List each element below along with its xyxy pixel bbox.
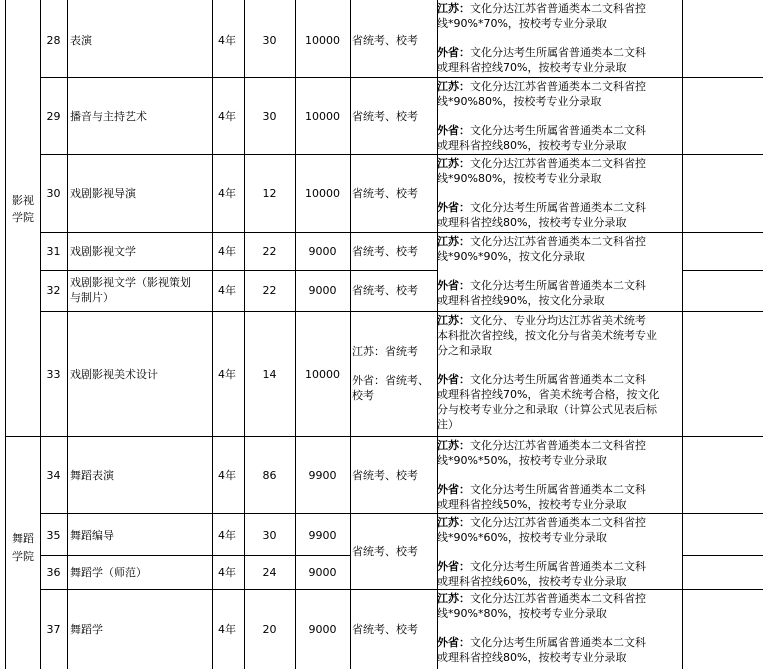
note-label: 外省： (437, 279, 470, 292)
note-line: 线*90%80%，按校考专业分录取 (437, 95, 602, 108)
row-number: 37 (46, 623, 61, 636)
note-label: 江苏： (437, 2, 470, 15)
tuition: 10000 (305, 187, 340, 200)
college-name-line: 影视 (12, 194, 34, 207)
major-name: 舞蹈表演 (70, 469, 114, 482)
grid-line (682, 0, 683, 669)
grid-line (40, 232, 763, 233)
admission-note (437, 234, 682, 308)
note-line: 注） (437, 418, 459, 431)
note-line: 线*90%80%，按校考专业分录取 (437, 172, 602, 185)
plan-count: 30 (262, 529, 277, 542)
major-name-line: 与制片） (70, 291, 114, 304)
exam-type: 省统考、校考 (352, 545, 418, 558)
note-label: 外省： (437, 483, 470, 496)
grid-line (682, 270, 763, 271)
note-line: 文化分达江苏省普通类本二文科省控 (470, 516, 646, 529)
note-line: 文化分达江苏省普通类本二文科省控 (470, 235, 646, 248)
row-number: 30 (46, 187, 61, 200)
note-line: 或理科省控线80%，按校考专业分录取 (437, 216, 627, 229)
admission-note (437, 156, 682, 230)
note-line: 文化分达考生所属省普通类本二文科 (470, 636, 646, 649)
major-name: 戏剧影视文学 (70, 245, 136, 258)
admission-note (437, 515, 682, 589)
note-label: 江苏： (437, 439, 470, 452)
college-name-line: 舞蹈 (12, 532, 34, 545)
exam-type: 省统考、校考 (352, 284, 418, 297)
college-name (6, 530, 40, 566)
major-name: 戏剧影视导演 (70, 187, 136, 200)
tuition: 9900 (308, 469, 337, 482)
exam-type: 省统考、校考 (352, 187, 418, 200)
grid-line (40, 154, 763, 155)
grid-line (350, 0, 351, 669)
tuition: 9000 (308, 245, 337, 258)
grid-line (682, 555, 763, 556)
grid-line (40, 555, 350, 556)
college-name-line: 学院 (12, 550, 34, 563)
grid-line (5, 0, 6, 669)
tuition: 10000 (305, 368, 340, 381)
note-line: 线*90%*60%，按校考专业分录取 (437, 531, 607, 544)
plan-count: 86 (262, 469, 277, 482)
exam-type: 省统考、校考 (352, 623, 418, 636)
tuition: 9000 (308, 623, 337, 636)
duration: 4年 (218, 368, 236, 381)
tuition: 9000 (308, 566, 337, 579)
plan-count: 14 (262, 368, 277, 381)
exam-type: 省统考、校考 (352, 34, 418, 47)
note-line: 文化分达江苏省普通类本二文科省控 (470, 157, 646, 170)
exam-type-line: 外省：省统考、 (352, 374, 429, 387)
note-line: 线*90%*90%，按文化分录取 (437, 250, 585, 263)
duration: 4年 (218, 284, 236, 297)
row-number: 35 (46, 529, 61, 542)
plan-count: 22 (262, 245, 277, 258)
college-name-line: 学院 (12, 211, 34, 224)
grid-line (40, 270, 437, 271)
plan-count: 22 (262, 284, 277, 297)
note-line: 线*90%*50%，按校考专业分录取 (437, 454, 607, 467)
row-number: 36 (46, 566, 61, 579)
note-line: 线*90%*70%，按校考专业分录取 (437, 17, 607, 30)
note-line: 分之和录取 (437, 344, 492, 357)
row-number: 33 (46, 368, 61, 381)
grid-line (40, 513, 763, 514)
note-label: 外省： (437, 636, 470, 649)
note-line: 文化分达考生所属省普通类本二文科 (470, 201, 646, 214)
note-line: 文化分达江苏省普通类本二文科省控 (470, 80, 646, 93)
plan-count: 12 (262, 187, 277, 200)
admission-note (437, 591, 682, 665)
major-name: 舞蹈学（师范） (70, 566, 147, 579)
note-label: 江苏： (437, 516, 470, 529)
duration: 4年 (218, 529, 236, 542)
note-line: 文化分达考生所属省普通类本二文科 (470, 279, 646, 292)
admission-note (437, 79, 682, 153)
note-line: 或理科省控线70%，按校考专业分录取 (437, 61, 627, 74)
admission-note (437, 1, 682, 75)
duration: 4年 (218, 623, 236, 636)
duration: 4年 (218, 187, 236, 200)
note-label: 外省： (437, 560, 470, 573)
duration: 4年 (218, 566, 236, 579)
grid-line (437, 77, 763, 78)
exam-type-line: 校考 (352, 389, 374, 402)
duration: 4年 (218, 469, 236, 482)
plan-count: 30 (262, 34, 277, 47)
row-number: 32 (46, 284, 61, 297)
exam-type: 省统考、校考 (352, 110, 418, 123)
major-name: 舞蹈学 (70, 623, 103, 636)
grid-line (67, 0, 68, 669)
note-line: 文化分达江苏省普通类本二文科省控 (470, 592, 646, 605)
note-line: 文化分达考生所属省普通类本二文科 (470, 560, 646, 573)
duration: 4年 (218, 34, 236, 47)
row-number: 34 (46, 469, 61, 482)
note-label: 外省： (437, 373, 470, 386)
note-label: 江苏： (437, 592, 470, 605)
major-name: 戏剧影视美术设计 (70, 368, 158, 381)
tuition: 9000 (308, 284, 337, 297)
note-label: 外省： (437, 201, 470, 214)
note-line: 或理科省控线80%，按校考专业分录取 (437, 139, 627, 152)
note-label: 江苏： (437, 80, 470, 93)
note-line: 文化分达江苏省普通类本二文科省控 (470, 2, 646, 15)
plan-count: 30 (262, 110, 277, 123)
note-label: 江苏： (437, 235, 470, 248)
plan-count: 20 (262, 623, 277, 636)
note-line: 文化分达考生所属省普通类本二文科 (470, 483, 646, 496)
note-line: 或理科省控线80%，按校考专业分录取 (437, 651, 627, 664)
note-line: 文化分达江苏省普通类本二文科省控 (470, 439, 646, 452)
tuition: 10000 (305, 110, 340, 123)
note-line: 文化分、专业分均达江苏省美术统考 (470, 314, 646, 327)
grid-line (5, 436, 763, 437)
note-line: 线*90%*80%，按校考专业分录取 (437, 607, 607, 620)
grid-line (212, 0, 213, 669)
college-name (6, 192, 40, 226)
note-line: 文化分达考生所属省普通类本二文科 (470, 46, 646, 59)
major-name: 表演 (70, 34, 92, 47)
tuition: 10000 (305, 34, 340, 47)
row-number: 29 (46, 110, 61, 123)
admission-note (437, 313, 682, 432)
row-number: 31 (46, 245, 61, 258)
note-line: 或理科省控线70%，省美术统考合格，按文化 (437, 388, 660, 401)
grid-line (40, 311, 763, 312)
admission-note (437, 438, 682, 512)
major-name-line: 戏剧影视文学（影视策划 (70, 276, 191, 289)
exam-type: 省统考、校考 (352, 469, 418, 482)
exam-type: 省统考、校考 (352, 245, 418, 258)
exam-type-line: 江苏：省统考 (352, 345, 418, 358)
note-line: 文化分达考生所属省普通类本二文科 (470, 373, 646, 386)
note-line: 或理科省控线50%，按校考专业分录取 (437, 498, 627, 511)
grid-line (40, 589, 763, 590)
exam-type (352, 344, 429, 403)
duration: 4年 (218, 110, 236, 123)
note-label: 江苏： (437, 157, 470, 170)
tuition: 9900 (308, 529, 337, 542)
note-line: 或理科省控线90%，按文化分录取 (437, 294, 605, 307)
major-name: 舞蹈编导 (70, 529, 114, 542)
note-line: 分与校考专业分之和录取（计算公式见表后标 (437, 403, 657, 416)
duration: 4年 (218, 245, 236, 258)
note-label: 外省： (437, 124, 470, 137)
row-number: 28 (46, 34, 61, 47)
major-name: 播音与主持艺术 (70, 110, 147, 123)
plan-count: 24 (262, 566, 277, 579)
grid-line (40, 77, 437, 78)
note-line: 或理科省控线60%，按校考专业分录取 (437, 575, 627, 588)
note-label: 江苏： (437, 314, 470, 327)
major-name (70, 275, 191, 305)
note-line: 文化分达考生所属省普通类本二文科 (470, 124, 646, 137)
note-line: 本科批次省控线，按文化分与省美术统考专业 (437, 329, 657, 342)
note-label: 外省： (437, 46, 470, 59)
